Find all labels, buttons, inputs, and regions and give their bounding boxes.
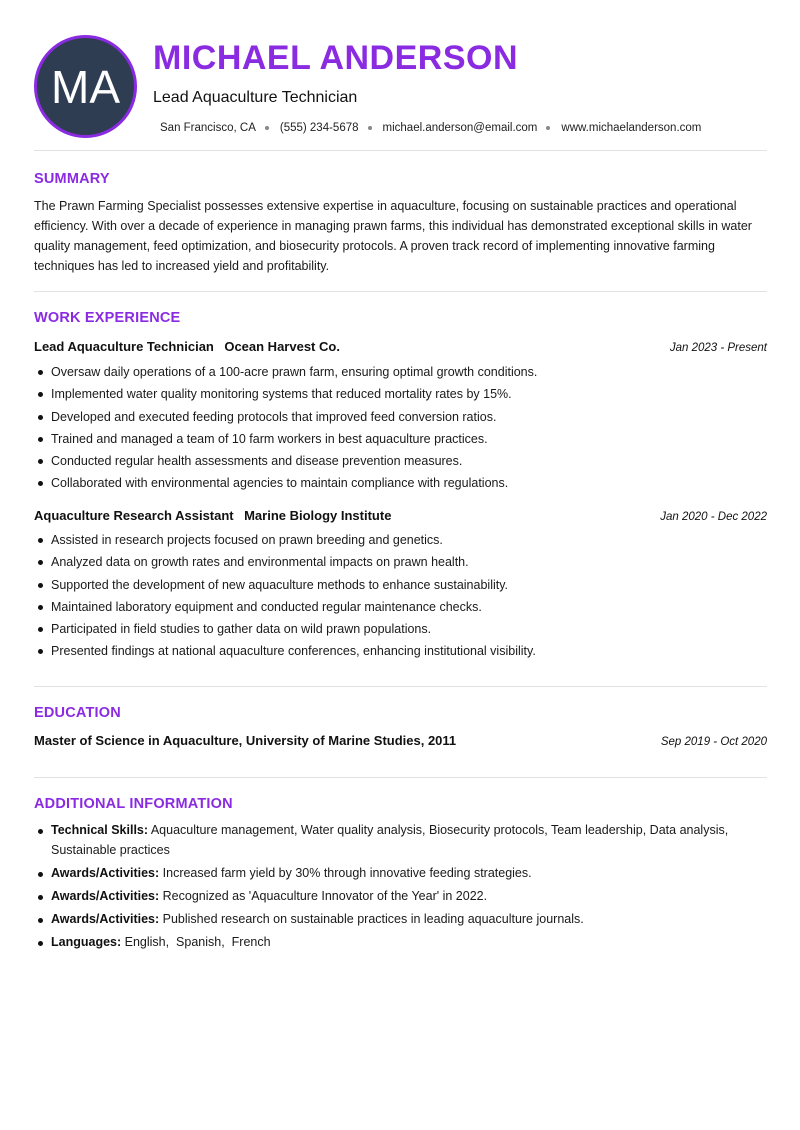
item-label: Technical Skills: (51, 823, 149, 837)
contact-email[interactable]: michael.anderson@email.com (382, 122, 538, 134)
education-entry (34, 733, 767, 748)
list-item: Trained and managed a team of 10 farm workers in best aquaculture practices. (34, 428, 767, 450)
additional-heading: ADDITIONAL INFORMATION (34, 796, 233, 812)
job-dates: Jan 2020 - Dec 2022 (660, 511, 767, 523)
job-bullets (34, 361, 767, 495)
section-divider (34, 777, 767, 778)
contact-phone: (555) 234-5678 (279, 122, 359, 134)
separator-dot (265, 126, 269, 130)
list-item: Participated in field studies to gather data on wild prawn populations. (34, 618, 767, 640)
experience-heading: WORK EXPERIENCE (34, 310, 181, 326)
avatar-initials: MA (51, 60, 120, 113)
item-text: Published research on sustainable practices in leading aquaculture journals. (162, 911, 584, 926)
item-text: Aquaculture management, Water quality analysis, Biosecurity protocols, Team leadership, Data analysis, Sustainable practices (51, 823, 732, 857)
job-header (34, 338, 767, 356)
job-role: Lead Aquaculture Technician (34, 339, 214, 354)
additional-list (34, 821, 767, 956)
job-company: Ocean Harvest Co. (224, 339, 340, 354)
section-divider (34, 150, 767, 151)
section-divider (34, 686, 767, 687)
contact-location: San Francisco, CA (160, 122, 256, 134)
list-item: Conducted regular health assessments and disease prevention measures. (34, 450, 767, 472)
separator-dot (368, 126, 372, 130)
item-text: Recognized as 'Aquaculture Innovator of the Year' in 2022. (162, 888, 488, 903)
job-company: Marine Biology Institute (244, 508, 392, 523)
item-label: Awards/Activities: (51, 888, 160, 903)
job-dates: Jan 2023 - Present (669, 342, 767, 354)
list-item: Collaborated with environmental agencies to maintain compliance with regulations. (34, 472, 767, 494)
avatar (34, 35, 137, 138)
item-label: Languages: (51, 935, 122, 949)
list-item: Developed and executed feeding protocols that improved feed conversion ratios. (34, 406, 767, 428)
education-heading: EDUCATION (34, 705, 121, 721)
list-item: Oversaw daily operations of a 100-acre prawn farm, ensuring optimal growth conditions. (34, 361, 767, 383)
education-dates: Sep 2019 - Oct 2020 (660, 736, 767, 748)
item-text: English, Spanish, French (124, 935, 271, 949)
separator-dot (546, 126, 550, 130)
list-item: Maintained laboratory equipment and conducted regular maintenance checks. (34, 596, 767, 618)
contact-bar (160, 120, 701, 136)
list-item: Assisted in research projects focused on prawn breeding and genetics. (34, 529, 767, 551)
summary-text: The Prawn Farming Specialist possesses extensive expertise in aquaculture, focusing on sustainable practices and operational efficiency. With over a decade of experience in managing prawn farms, this individual has demonstrated exceptional skills in water quality management, feed optimization, and biosecurity protocols. A proven track record of implementing innovative farming techniques has led to increased yield and profitability. (34, 199, 752, 273)
education-degree: Master of Science in Aquaculture, University of Marine Studies, 2011 (34, 733, 457, 748)
contact-website[interactable]: www.michaelanderson.com (561, 122, 702, 134)
item-label: Awards/Activities: (51, 911, 160, 926)
job-header (34, 507, 767, 525)
section-divider (34, 291, 767, 292)
list-item: Supported the development of new aquaculture methods to enhance sustainability. (34, 574, 767, 596)
list-item (34, 864, 767, 884)
candidate-name: MICHAEL ANDERSON (153, 39, 519, 77)
item-text: Increased farm yield by 30% through innovative feeding strategies. (162, 865, 532, 880)
list-item (34, 933, 767, 953)
list-item (34, 887, 767, 907)
job-role: Aquaculture Research Assistant (34, 508, 234, 523)
job-bullets (34, 529, 767, 663)
candidate-title: Lead Aquaculture Technician (153, 89, 358, 106)
list-item (34, 910, 767, 930)
list-item (34, 821, 767, 860)
summary-heading: SUMMARY (34, 171, 110, 187)
list-item: Presented findings at national aquaculture conferences, enhancing institutional visibility. (34, 640, 767, 662)
list-item: Analyzed data on growth rates and environmental impacts on prawn health. (34, 551, 767, 573)
item-label: Awards/Activities: (51, 865, 160, 880)
list-item: Implemented water quality monitoring systems that reduced mortality rates by 15%. (34, 383, 767, 405)
